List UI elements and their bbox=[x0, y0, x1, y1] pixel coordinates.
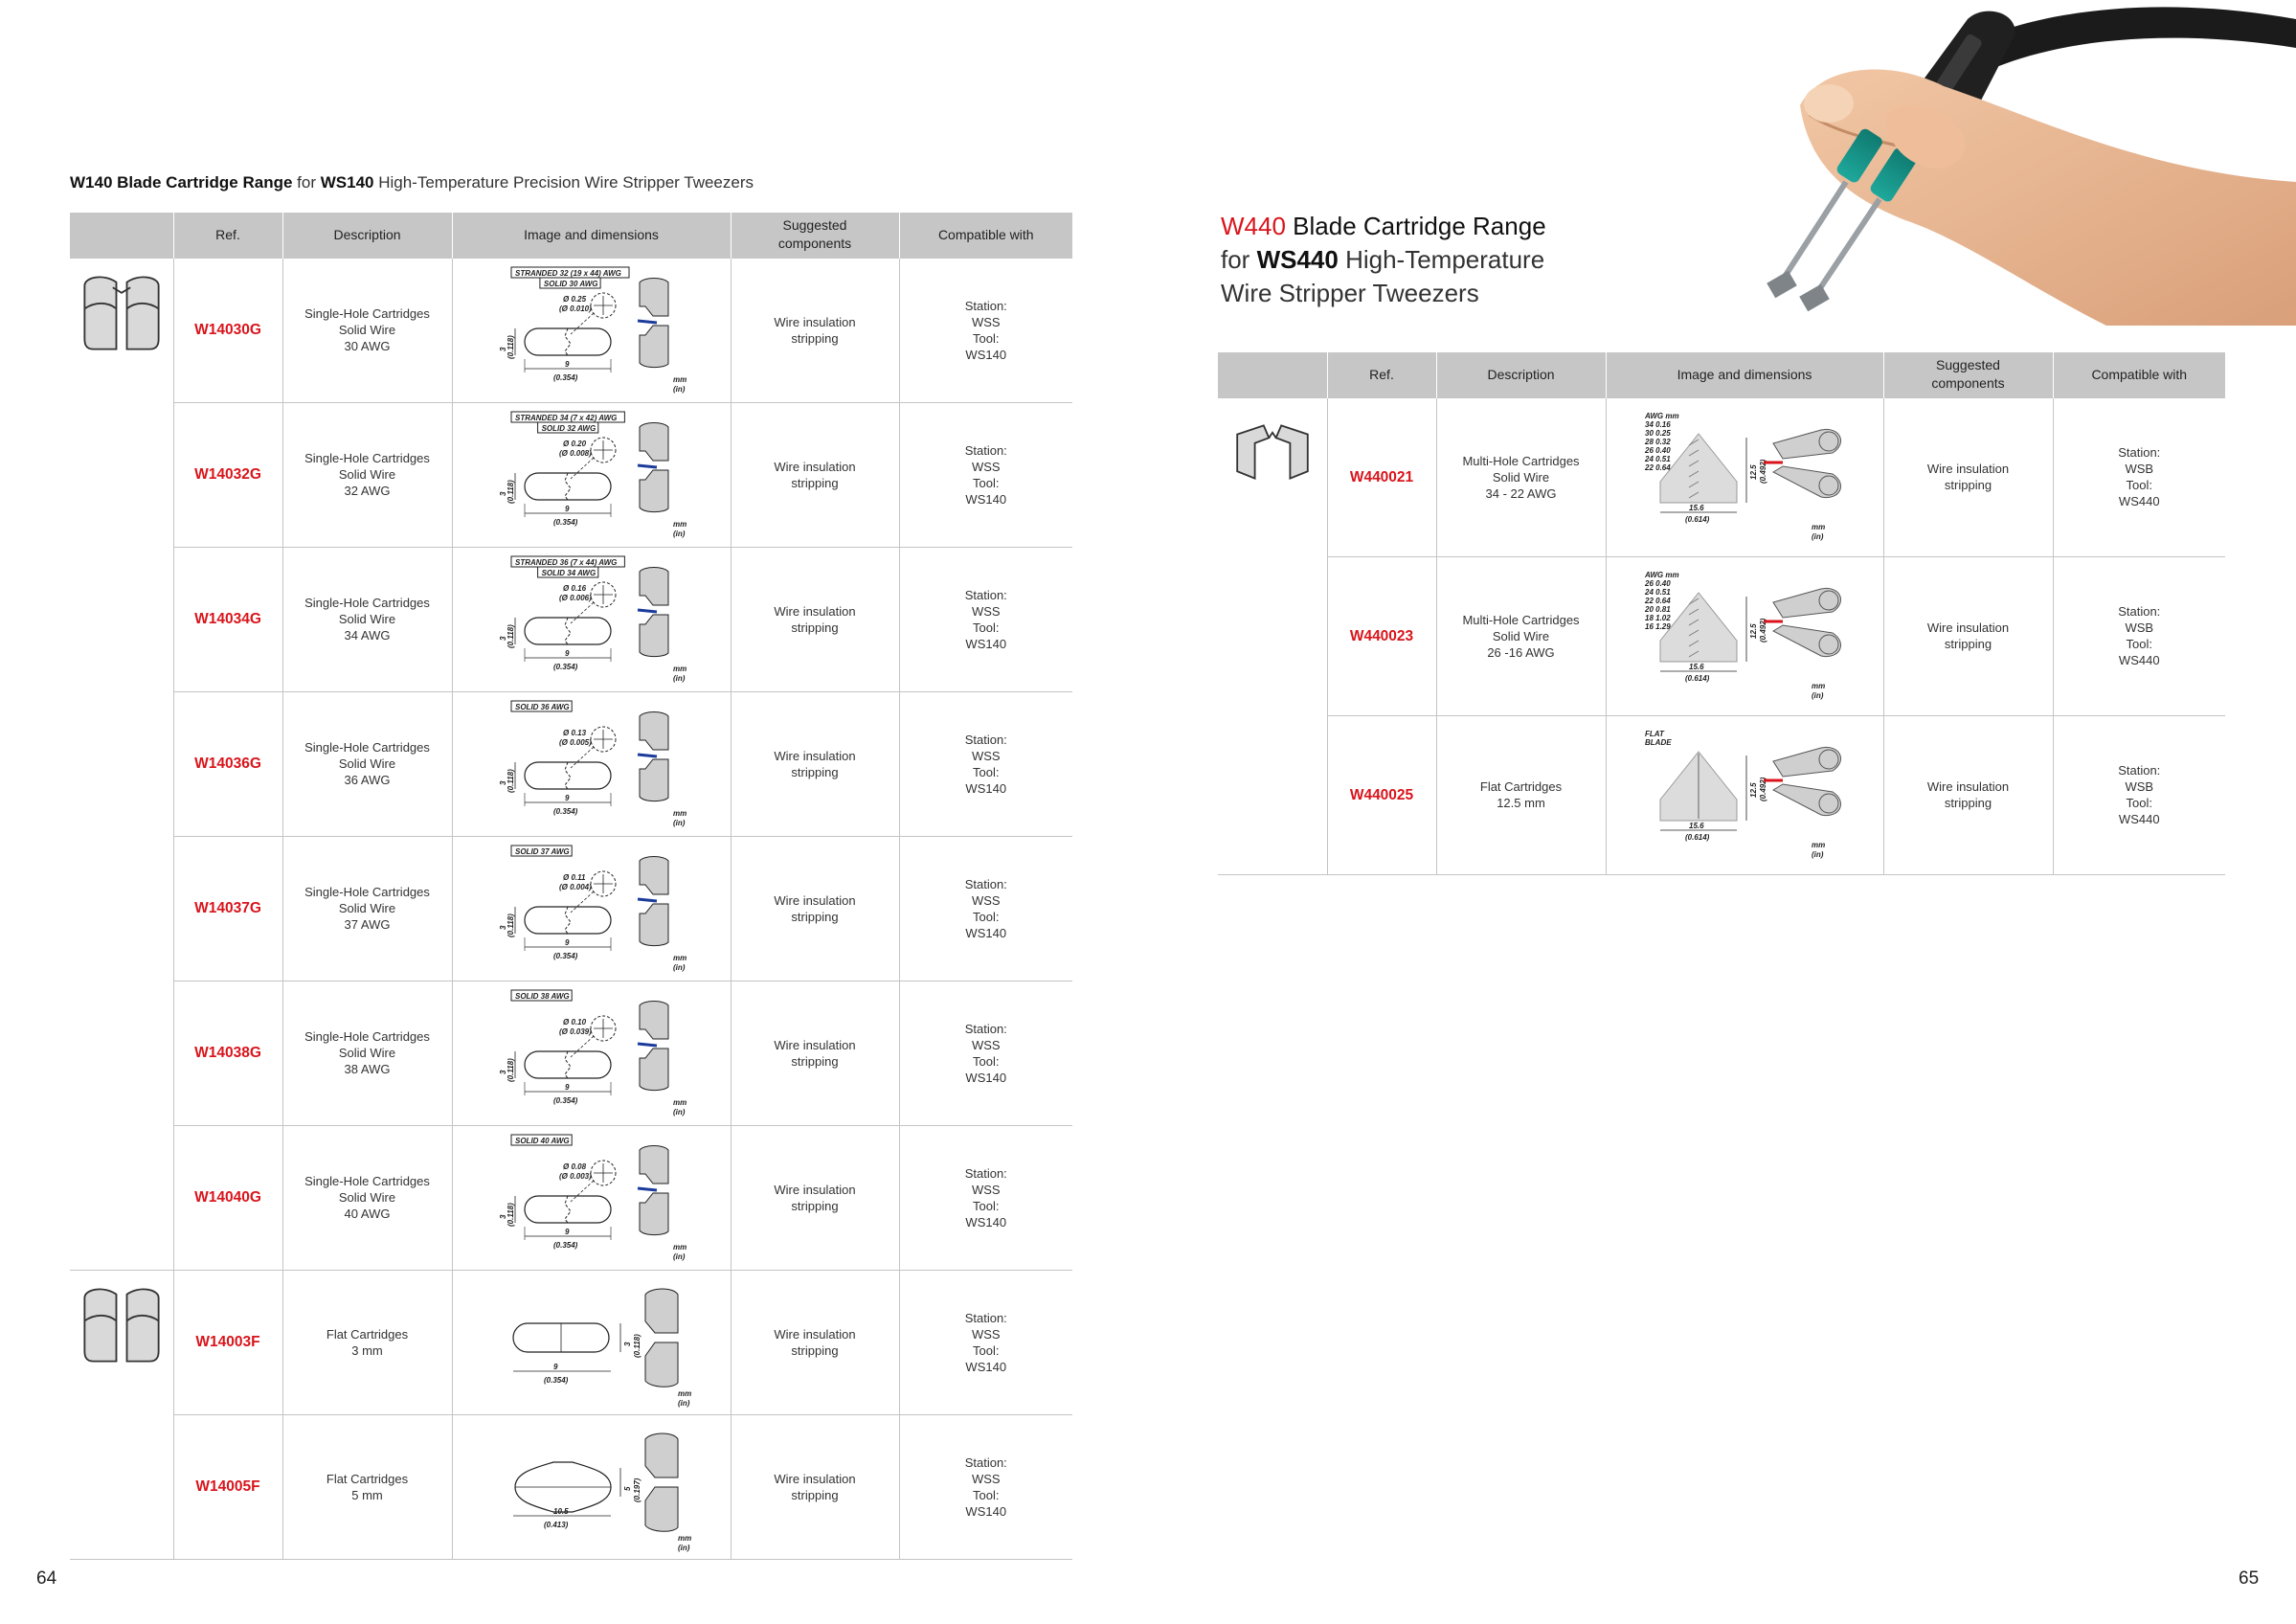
compatible-cell: Station: WSS Tool: WS140 bbox=[899, 981, 1072, 1125]
ref-code: W14038G bbox=[173, 981, 282, 1125]
dimension-label: (in) bbox=[672, 962, 685, 972]
table-row bbox=[70, 402, 1072, 547]
title-range: Blade Cartridge Range bbox=[1293, 212, 1546, 240]
dimension-label: STRANDED 34 (7 x 42) AWG bbox=[514, 413, 617, 422]
description-cell: Flat Cartridges 12.5 mm bbox=[1436, 715, 1606, 874]
single-hole-dimension-diagram bbox=[477, 553, 707, 687]
dimension-label: (in) bbox=[672, 818, 685, 827]
header-description: Description bbox=[1436, 352, 1606, 397]
dimension-label: 15.6 bbox=[1689, 663, 1704, 671]
dimension-label: (Ø 0.005) bbox=[558, 737, 592, 747]
header-compatible: Compatible with bbox=[2053, 352, 2225, 397]
title-for: for bbox=[1221, 245, 1250, 274]
dimension-label: (0.354) bbox=[543, 1375, 568, 1385]
dimension-label: (Ø 0.039) bbox=[558, 1026, 592, 1036]
dimension-label: Ø 0.10 bbox=[562, 1017, 586, 1026]
dimension-label: 12.5 bbox=[1749, 464, 1758, 480]
title-rest: High-Temperature Precision Wire Stripper Tweezers bbox=[378, 173, 754, 192]
awg-table-line: 20 0.81 bbox=[1645, 605, 1671, 614]
table-row bbox=[70, 1270, 1072, 1414]
dimension-label: Ø 0.08 bbox=[562, 1162, 586, 1171]
dimension-label: 9 bbox=[564, 937, 569, 947]
table-header-row bbox=[1218, 352, 2225, 397]
description-cell: Flat Cartridges 3 mm bbox=[282, 1270, 452, 1414]
suggested-cell: Wire insulation stripping bbox=[731, 836, 899, 981]
single-hole-cartridge-icon bbox=[78, 268, 166, 356]
dimension-label: (0.354) bbox=[552, 1240, 577, 1250]
dimension-label: (0.118) bbox=[506, 1057, 515, 1082]
image-dimensions-cell bbox=[452, 258, 731, 402]
description-cell: Multi-Hole Cartridges Solid Wire 26 -16 AWG bbox=[1436, 556, 1606, 715]
title-tool: WS140 bbox=[320, 173, 374, 192]
awg-table-line: 34 0.16 bbox=[1645, 420, 1671, 429]
dimension-label: 3 bbox=[498, 780, 507, 785]
dimension-label: (0.492) bbox=[1759, 618, 1767, 643]
dimension-label: Ø 0.11 bbox=[562, 872, 585, 882]
dimension-label: 5 bbox=[622, 1486, 632, 1491]
ref-code: W14003F bbox=[173, 1270, 282, 1414]
compatible-cell: Station: WSS Tool: WS140 bbox=[899, 1270, 1072, 1414]
dimension-label: 3 bbox=[498, 1214, 507, 1219]
dimension-label: (Ø 0.006) bbox=[558, 593, 592, 602]
dimension-label: (0.118) bbox=[506, 768, 515, 793]
awg-table-line: AWG mm bbox=[1645, 571, 1679, 579]
header-image: Image and dimensions bbox=[452, 213, 731, 258]
flat-blade-dimension-diagram bbox=[477, 1275, 707, 1410]
dimension-label: SOLID 34 AWG bbox=[541, 568, 596, 577]
title-code: W140 bbox=[70, 173, 113, 192]
dimension-label: (in) bbox=[672, 1252, 685, 1261]
header-compatible: Compatible with bbox=[899, 213, 1072, 258]
title-for: for bbox=[297, 173, 316, 192]
awg-table-line: 24 0.51 bbox=[1645, 455, 1671, 463]
table-row bbox=[1218, 715, 2225, 874]
compatible-cell: Station: WSB Tool: WS440 bbox=[2053, 556, 2225, 715]
dimension-label: 9 bbox=[564, 648, 569, 658]
header-icon-col bbox=[70, 213, 173, 258]
table-row bbox=[1218, 556, 2225, 715]
dimension-label: mm bbox=[672, 664, 687, 673]
dimension-label: (0.413) bbox=[543, 1520, 568, 1529]
compatible-cell: Station: WSB Tool: WS440 bbox=[2053, 715, 2225, 874]
dimension-label: SOLID 32 AWG bbox=[541, 423, 596, 433]
dimension-label: (0.354) bbox=[552, 517, 577, 527]
image-dimensions-cell bbox=[452, 402, 731, 547]
dimension-label: (Ø 0.003) bbox=[558, 1171, 592, 1181]
ref-code: W14040G bbox=[173, 1125, 282, 1270]
ref-code: W440025 bbox=[1327, 715, 1436, 874]
dimension-label: (0.118) bbox=[506, 479, 515, 504]
dimension-label: 9 bbox=[552, 1362, 557, 1371]
w440-cartridge-table bbox=[1218, 352, 2225, 875]
dimension-label: 15.6 bbox=[1689, 822, 1704, 830]
compatible-cell: Station: WSB Tool: WS440 bbox=[2053, 397, 2225, 556]
table-row bbox=[70, 691, 1072, 836]
image-dimensions-cell bbox=[452, 547, 731, 691]
dimension-label: (0.118) bbox=[506, 1202, 515, 1227]
compatible-cell: Station: WSS Tool: WS140 bbox=[899, 1125, 1072, 1270]
ref-code: W14037G bbox=[173, 836, 282, 981]
w140-cartridge-table bbox=[70, 213, 1072, 1560]
dimension-label: 3 bbox=[498, 347, 507, 351]
ref-code: W14036G bbox=[173, 691, 282, 836]
blade-icon-cell bbox=[1218, 397, 1327, 874]
awg-table-line: 16 1.29 bbox=[1645, 622, 1671, 631]
left-section-title bbox=[70, 173, 754, 192]
image-dimensions-cell bbox=[452, 981, 731, 1125]
dimension-label: (in) bbox=[672, 384, 685, 394]
table-row bbox=[70, 258, 1072, 402]
dimension-label: 15.6 bbox=[1689, 504, 1704, 512]
dimension-label: SOLID 37 AWG bbox=[514, 846, 570, 856]
table-header-row bbox=[70, 213, 1072, 258]
image-dimensions-cell bbox=[1606, 397, 1883, 556]
awg-table-line: AWG mm bbox=[1645, 412, 1679, 420]
single-hole-dimension-diagram bbox=[477, 263, 707, 397]
compatible-cell: Station: WSS Tool: WS140 bbox=[899, 547, 1072, 691]
table-row bbox=[70, 547, 1072, 691]
awg-table-line: FLAT bbox=[1645, 730, 1664, 738]
multi-hole-cartridge-icon bbox=[1228, 408, 1317, 496]
title-range: Blade Cartridge Range bbox=[117, 173, 293, 192]
dimension-label: 10.5 bbox=[552, 1506, 569, 1516]
dimension-label: SOLID 30 AWG bbox=[543, 279, 598, 288]
dimension-label: SOLID 36 AWG bbox=[514, 702, 570, 711]
dimension-label: (Ø 0.010) bbox=[558, 304, 592, 313]
suggested-cell: Wire insulation stripping bbox=[1883, 397, 2053, 556]
dimension-label: 3 bbox=[498, 1070, 507, 1074]
blade-icon-cell bbox=[70, 1270, 173, 1559]
description-cell: Single-Hole Cartridges Solid Wire 38 AWG bbox=[282, 981, 452, 1125]
single-hole-dimension-diagram bbox=[477, 1131, 707, 1265]
dimension-label: 3 bbox=[622, 1342, 632, 1346]
dimension-label: Ø 0.16 bbox=[562, 583, 586, 593]
dimension-label: mm bbox=[1812, 682, 1826, 690]
dimension-label: (0.614) bbox=[1685, 515, 1710, 524]
page-number-right: 65 bbox=[2239, 1568, 2260, 1589]
ref-code: W14034G bbox=[173, 547, 282, 691]
ref-code: W14005F bbox=[173, 1414, 282, 1559]
suggested-cell: Wire insulation stripping bbox=[731, 547, 899, 691]
dimension-label: 9 bbox=[564, 1227, 569, 1236]
image-dimensions-cell bbox=[1606, 715, 1883, 874]
table-row bbox=[70, 981, 1072, 1125]
suggested-cell: Wire insulation stripping bbox=[731, 258, 899, 402]
dimension-label: (in) bbox=[1812, 850, 1824, 859]
blade-icon-cell bbox=[70, 258, 173, 1270]
dimension-label: (0.118) bbox=[506, 913, 515, 937]
dimension-label: mm bbox=[672, 374, 687, 384]
dimension-label: (0.614) bbox=[1685, 674, 1710, 683]
compatible-cell: Station: WSS Tool: WS140 bbox=[899, 258, 1072, 402]
dimension-label: mm bbox=[677, 1533, 691, 1543]
dimension-label: (Ø 0.004) bbox=[558, 882, 592, 891]
header-icon-col bbox=[1218, 352, 1327, 397]
header-suggested: Suggested components bbox=[1883, 352, 2053, 397]
flat-cartridge-icon bbox=[78, 1280, 166, 1368]
dimension-label: (in) bbox=[677, 1398, 689, 1408]
dimension-label: mm bbox=[672, 953, 687, 962]
dimension-label: (in) bbox=[677, 1543, 689, 1552]
dimension-label: (0.118) bbox=[632, 1333, 642, 1358]
image-dimensions-cell bbox=[452, 836, 731, 981]
dimension-label: SOLID 38 AWG bbox=[514, 991, 570, 1001]
dimension-label: mm bbox=[1812, 523, 1826, 531]
dimension-label: Ø 0.13 bbox=[562, 728, 586, 737]
image-dimensions-cell bbox=[452, 1125, 731, 1270]
dimension-label: (in) bbox=[672, 1107, 685, 1116]
dimension-label: 9 bbox=[564, 504, 569, 513]
ref-code: W14032G bbox=[173, 402, 282, 547]
dimension-label: 12.5 bbox=[1749, 782, 1758, 798]
table-row bbox=[1218, 397, 2225, 556]
suggested-cell: Wire insulation stripping bbox=[731, 402, 899, 547]
compatible-cell: Station: WSS Tool: WS140 bbox=[899, 836, 1072, 981]
dimension-label: (in) bbox=[672, 529, 685, 538]
flat-blade-dimension-diagram bbox=[477, 1420, 707, 1554]
dimension-label: mm bbox=[672, 808, 687, 818]
compatible-cell: Station: WSS Tool: WS140 bbox=[899, 402, 1072, 547]
dimension-label: (0.354) bbox=[552, 662, 577, 671]
compatible-cell: Station: WSS Tool: WS140 bbox=[899, 1414, 1072, 1559]
suggested-cell: Wire insulation stripping bbox=[731, 691, 899, 836]
header-image: Image and dimensions bbox=[1606, 352, 1883, 397]
single-hole-dimension-diagram bbox=[477, 697, 707, 831]
dimension-label: (0.354) bbox=[552, 951, 577, 960]
awg-table-line: 28 0.32 bbox=[1645, 438, 1671, 446]
title-line3: Wire Stripper Tweezers bbox=[1221, 279, 1479, 307]
header-suggested: Suggested components bbox=[731, 213, 899, 258]
dimension-label: (in) bbox=[672, 673, 685, 683]
awg-table-line: 22 0.64 bbox=[1645, 463, 1671, 472]
dimension-label: (in) bbox=[1812, 532, 1824, 541]
ref-code: W440021 bbox=[1327, 397, 1436, 556]
description-cell: Single-Hole Cartridges Solid Wire 32 AWG bbox=[282, 402, 452, 547]
awg-table-line: 26 0.40 bbox=[1645, 579, 1671, 588]
awg-table-line: 24 0.51 bbox=[1645, 588, 1671, 597]
dimension-label: (0.492) bbox=[1759, 777, 1767, 801]
dimension-label: Ø 0.25 bbox=[562, 294, 586, 304]
multi-hole-dimension-diagram bbox=[1630, 564, 1859, 708]
dimension-label: 9 bbox=[564, 1082, 569, 1092]
dimension-label: (0.492) bbox=[1759, 459, 1767, 484]
description-cell: Single-Hole Cartridges Solid Wire 37 AWG bbox=[282, 836, 452, 981]
dimension-label: 9 bbox=[564, 359, 569, 369]
single-hole-dimension-diagram bbox=[477, 842, 707, 976]
dimension-label: mm bbox=[672, 1242, 687, 1252]
dimension-label: (0.354) bbox=[552, 1095, 577, 1105]
table-row bbox=[70, 1414, 1072, 1559]
image-dimensions-cell bbox=[452, 1414, 731, 1559]
suggested-cell: Wire insulation stripping bbox=[1883, 715, 2053, 874]
header-description: Description bbox=[282, 213, 452, 258]
page-number-left: 64 bbox=[36, 1568, 57, 1589]
suggested-cell: Wire insulation stripping bbox=[1883, 556, 2053, 715]
flat-blade-dimension-diagram bbox=[1630, 723, 1859, 867]
compatible-cell: Station: WSS Tool: WS140 bbox=[899, 691, 1072, 836]
description-cell: Single-Hole Cartridges Solid Wire 40 AWG bbox=[282, 1125, 452, 1270]
description-cell: Multi-Hole Cartridges Solid Wire 34 - 22 AWG bbox=[1436, 397, 1606, 556]
dimension-label: 3 bbox=[498, 491, 507, 496]
dimension-label: STRANDED 36 (7 x 44) AWG bbox=[514, 557, 617, 567]
description-cell: Single-Hole Cartridges Solid Wire 34 AWG bbox=[282, 547, 452, 691]
dimension-label: (0.197) bbox=[632, 1477, 642, 1502]
dimension-label: mm bbox=[1812, 841, 1826, 849]
single-hole-dimension-diagram bbox=[477, 986, 707, 1120]
dimension-label: Ø 0.20 bbox=[562, 439, 586, 448]
dimension-label: (Ø 0.008) bbox=[558, 448, 592, 458]
title-rest: High-Temperature bbox=[1345, 245, 1545, 274]
awg-table-line: 18 1.02 bbox=[1645, 614, 1671, 622]
multi-hole-dimension-diagram bbox=[1630, 405, 1859, 549]
dimension-label: SOLID 40 AWG bbox=[514, 1136, 570, 1145]
ref-code: W14030G bbox=[173, 258, 282, 402]
single-hole-dimension-diagram bbox=[477, 408, 707, 542]
dimension-label: (0.354) bbox=[552, 372, 577, 382]
dimension-label: (in) bbox=[1812, 691, 1824, 700]
dimension-label: (0.118) bbox=[506, 623, 515, 648]
title-tool: WS440 bbox=[1256, 245, 1339, 274]
dimension-label: (0.118) bbox=[506, 334, 515, 359]
dimension-label: 3 bbox=[498, 925, 507, 930]
title-code: W440 bbox=[1221, 212, 1286, 240]
table-row bbox=[70, 836, 1072, 981]
image-dimensions-cell bbox=[452, 1270, 731, 1414]
suggested-cell: Wire insulation stripping bbox=[731, 981, 899, 1125]
right-section-title bbox=[1221, 210, 1546, 310]
image-dimensions-cell bbox=[1606, 556, 1883, 715]
header-ref: Ref. bbox=[1327, 352, 1436, 397]
dimension-label: (0.354) bbox=[552, 806, 577, 816]
header-ref: Ref. bbox=[173, 213, 282, 258]
tweezers-hand-photo bbox=[1743, 0, 2296, 326]
suggested-cell: Wire insulation stripping bbox=[731, 1270, 899, 1414]
dimension-label: mm bbox=[672, 519, 687, 529]
awg-table-line: 30 0.25 bbox=[1645, 429, 1671, 438]
description-cell: Flat Cartridges 5 mm bbox=[282, 1414, 452, 1559]
description-cell: Single-Hole Cartridges Solid Wire 30 AWG bbox=[282, 258, 452, 402]
ref-code: W440023 bbox=[1327, 556, 1436, 715]
dimension-label: (0.614) bbox=[1685, 833, 1710, 842]
awg-table-line: BLADE bbox=[1645, 738, 1672, 747]
description-cell: Single-Hole Cartridges Solid Wire 36 AWG bbox=[282, 691, 452, 836]
table-row bbox=[70, 1125, 1072, 1270]
suggested-cell: Wire insulation stripping bbox=[731, 1414, 899, 1559]
dimension-label: STRANDED 32 (19 x 44) AWG bbox=[514, 268, 621, 278]
awg-table-line: 22 0.64 bbox=[1645, 597, 1671, 605]
dimension-label: 9 bbox=[564, 793, 569, 802]
dimension-label: mm bbox=[672, 1097, 687, 1107]
dimension-label: 12.5 bbox=[1749, 623, 1758, 639]
dimension-label: 3 bbox=[498, 636, 507, 641]
awg-table-line: 26 0.40 bbox=[1645, 446, 1671, 455]
suggested-cell: Wire insulation stripping bbox=[731, 1125, 899, 1270]
image-dimensions-cell bbox=[452, 691, 731, 836]
dimension-label: mm bbox=[677, 1388, 691, 1398]
